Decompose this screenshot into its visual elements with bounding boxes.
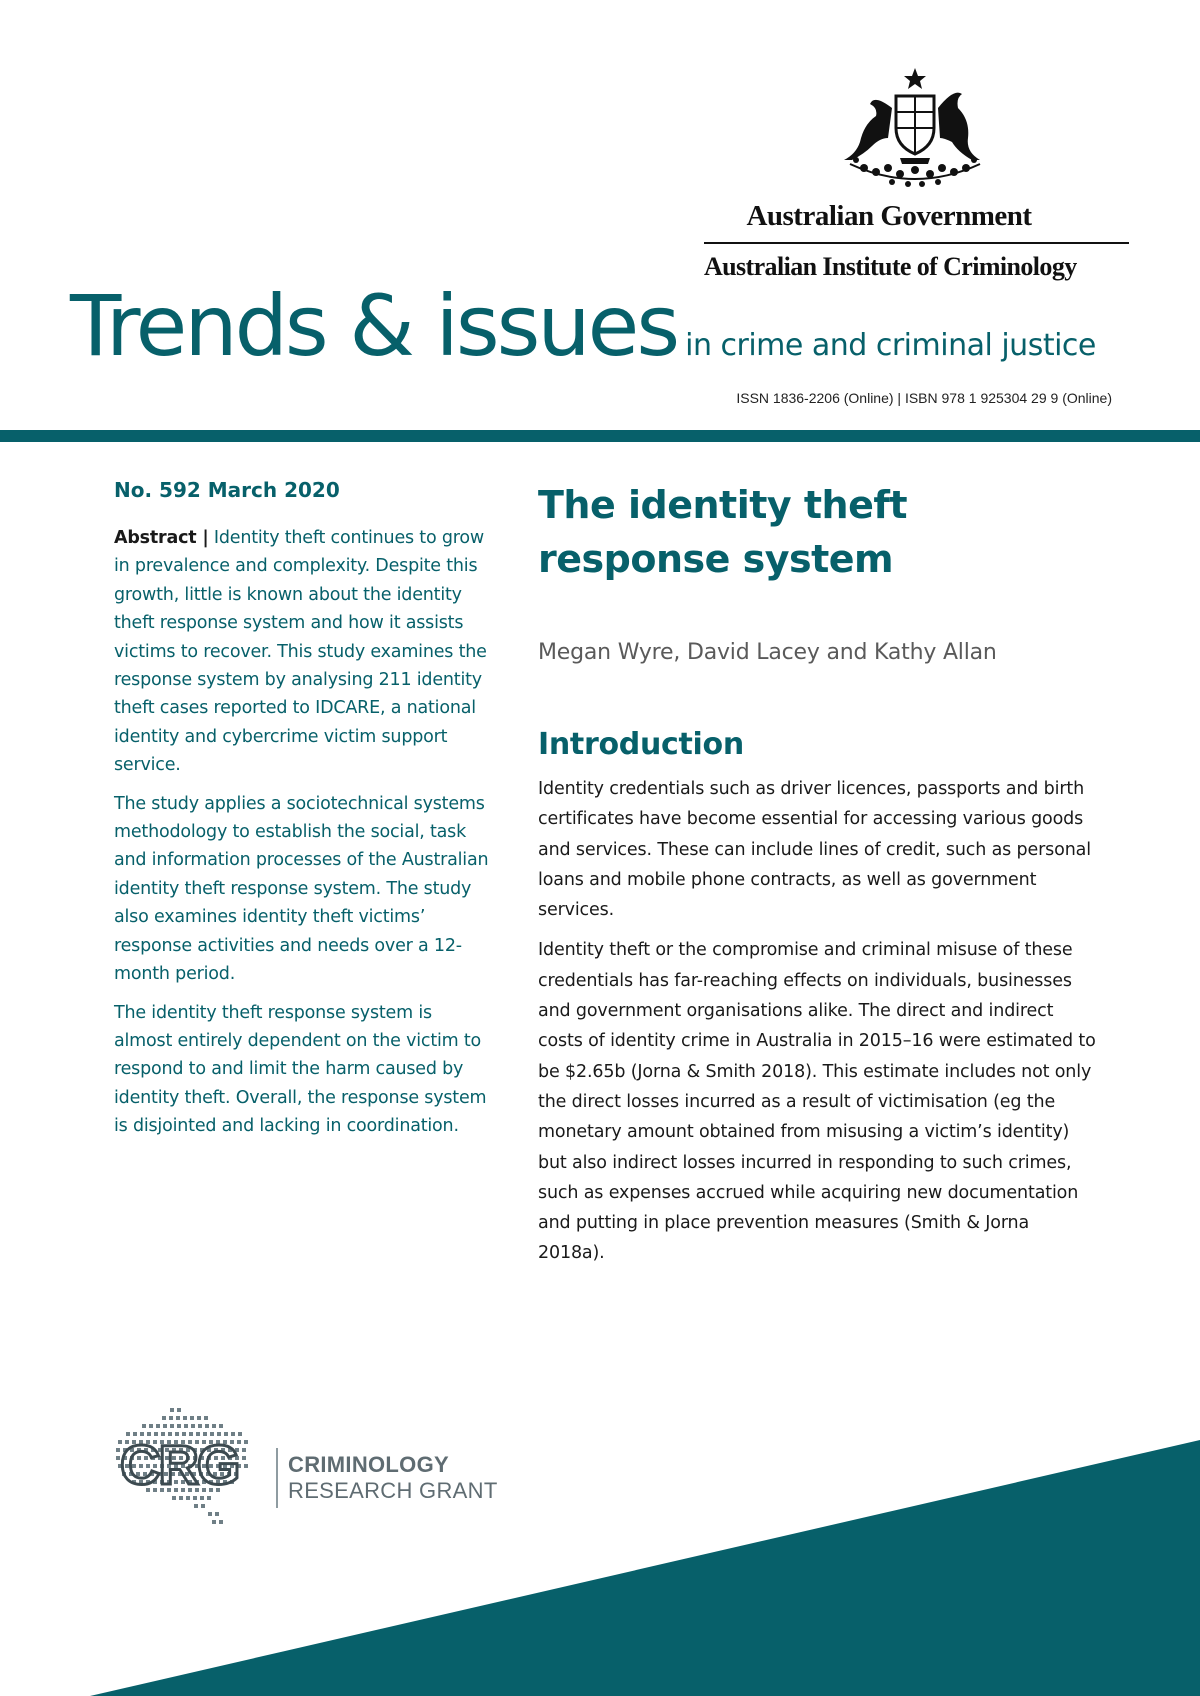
dot-map-cell [205, 1424, 209, 1428]
dot-map-cell [176, 1416, 180, 1420]
abstract [114, 524, 494, 1141]
dot-map-cell [170, 1424, 174, 1428]
header-band [0, 430, 1200, 442]
crg-label-line1: CRIMINOLOGY [288, 1452, 449, 1477]
dot-map-cell [142, 1424, 146, 1428]
left-column [114, 478, 494, 1151]
issn-isbn-line: ISSN 1836-2206 (Online) | ISBN 978 1 925304 29 9 (Online) [736, 390, 1112, 406]
dot-map-cell [177, 1408, 181, 1412]
dot-map-cell [198, 1424, 202, 1428]
dot-map-cell [190, 1416, 194, 1420]
dot-map-cell [183, 1416, 187, 1420]
dot-map-cell [238, 1432, 242, 1436]
dot-map-cell [204, 1416, 208, 1420]
abstract-text-1: Identity theft continues to grow in prevalence and complexity. Despite this growth, little is known about the identity theft response system and how it assists victims to recover. This study examines the response system by analysing 211 identity theft cases reported to IDCARE, a national identity and cybercrime victim support service. [114, 528, 487, 776]
dot-map-cell [177, 1424, 181, 1428]
footer-teal-corner [0, 1440, 1200, 1696]
dot-map-cell [156, 1424, 160, 1428]
dot-map-cell [162, 1416, 166, 1420]
dot-map-cell [212, 1424, 216, 1428]
abstract-paragraph-1 [114, 524, 494, 780]
abstract-paragraph-2: The study applies a sociotechnical systems methodology to establish the social, task and information processes of the Australian identity theft response system. The study also examines identity theft victims’ response activities and needs over a 12-month period. [114, 793, 489, 985]
section-heading-introduction: Introduction [538, 727, 744, 762]
dot-map-cell [184, 1424, 188, 1428]
government-name: Australian Government [746, 200, 1032, 232]
authors: Megan Wyre, David Lacey and Kathy Allan [538, 640, 997, 665]
paper-title: The identity theft response system [538, 483, 908, 581]
crg-label-line2: RESEARCH GRANT [288, 1478, 498, 1503]
dot-map-cell [191, 1424, 195, 1428]
agency-name: Australian Institute of Criminology [704, 252, 1077, 281]
dot-map-cell [197, 1416, 201, 1420]
body-text [538, 774, 1098, 1269]
abstract-paragraph-3: The identity theft response system is almost entirely dependent on the victim to respond to and limit the harm caused by identity theft. Overall, the response system is disjointed and lacking in coordination. [114, 1002, 487, 1137]
issue-number-date: No. 592 March 2020 [114, 478, 340, 502]
series-title [70, 277, 1096, 375]
abstract-label: Abstract | [114, 528, 209, 548]
series-title-subtitle: in crime and criminal justice [685, 328, 1096, 363]
dot-map-cell [170, 1408, 174, 1412]
series-title-main: Trends & issues [70, 277, 678, 375]
government-divider [704, 242, 1129, 244]
body-paragraph-2: Identity theft or the compromise and criminal misuse of these credentials has far-reaching effects on individuals, businesses and government organisations alike. The direct and indirect costs of identity crime in Australia in 2015–16 were estimated to be $2.65b (Jorna & Smith 2018). This estimate includes not only the direct losses incurred as a result of victimisation (eg the monetary amount obtained from misusing a victim’s identity) but also indirect losses incurred in responding to such crimes, such as expenses accrued while acquiring new documentation and putting in place prevention measures (Smith & Jorna 2018a). [538, 940, 1096, 1264]
australian-coat-of-arms-icon [830, 68, 1000, 198]
dot-map-cell [149, 1424, 153, 1428]
body-paragraph-1: Identity credentials such as driver licences, passports and birth certificates have become essential for accessing various goods and services. These can include lines of credit, such as personal loans and mobile phone contracts, as well as government services. [538, 779, 1091, 921]
dot-map-cell [163, 1424, 167, 1428]
crg-letters: CRG [120, 1433, 239, 1496]
dot-map-cell [219, 1424, 223, 1428]
right-column [538, 478, 1098, 1279]
dot-map-cell [169, 1416, 173, 1420]
